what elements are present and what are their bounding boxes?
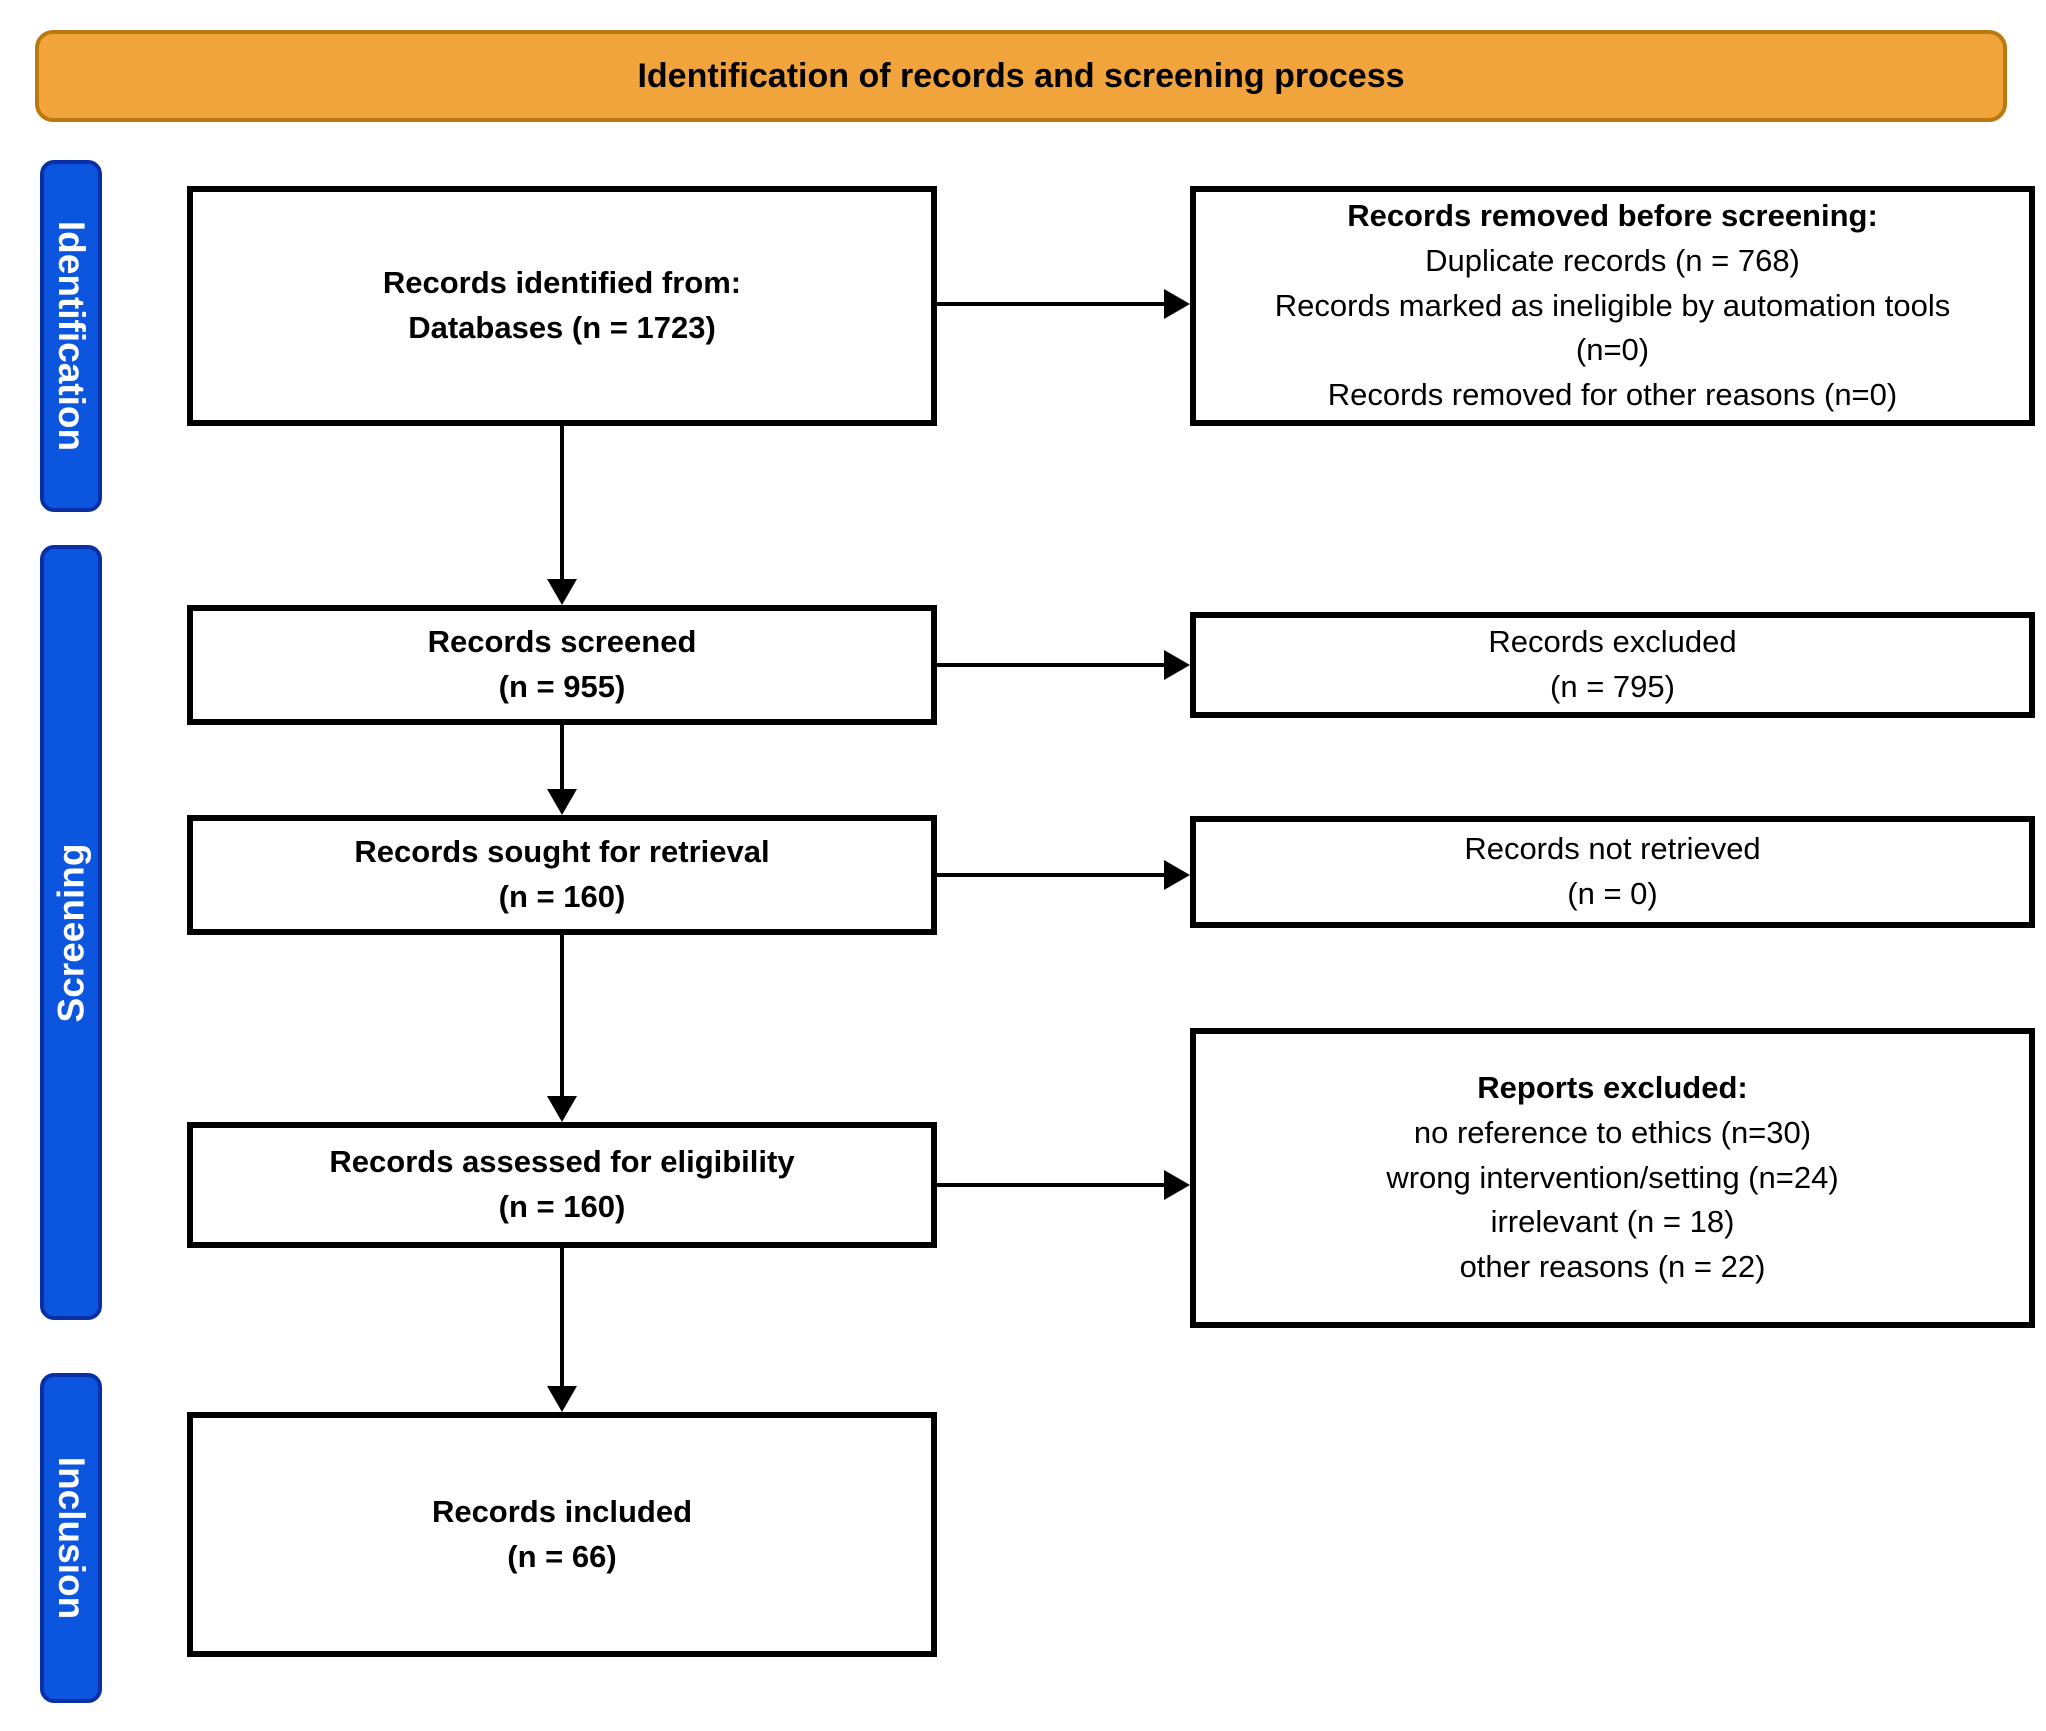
arrow-identified-to-removed-line <box>937 302 1167 306</box>
box-reports-excluded-reason-2: wrong intervention/setting (n=24) <box>1386 1159 1839 1195</box>
stage-bar-inclusion-label: Inclusion <box>51 1456 92 1620</box>
title-banner <box>35 30 2007 122</box>
box-records-not-retrieved-count: (n = 0) <box>1567 876 1658 911</box>
box-records-identified-line: Records identified from: <box>382 265 742 301</box>
box-reports-excluded-title: Reports excluded: <box>1477 1069 1748 1105</box>
box-records-removed-title: Records removed before screening: <box>1347 197 1878 233</box>
box-records-screened-line: Records screened <box>427 624 697 660</box>
box-records-removed <box>1190 186 2035 426</box>
box-records-excluded-line: Records excluded <box>1488 624 1737 660</box>
box-records-identified-count: Databases (n = 1723) <box>408 310 716 345</box>
arrow-screened-to-excluded-head <box>1164 650 1190 680</box>
box-records-not-retrieved <box>1190 816 2035 928</box>
box-records-sought-line: Records sought for retrieval <box>354 834 770 870</box>
box-records-identified <box>187 186 937 426</box>
arrow-assessed-to-included-head <box>547 1386 577 1412</box>
box-records-included-line: Records included <box>431 1493 693 1529</box>
arrow-screened-to-excluded-line <box>937 663 1167 667</box>
arrow-identified-to-screened-head <box>547 579 577 605</box>
arrow-assessed-to-reports-excluded-line <box>937 1183 1167 1187</box>
arrow-sought-to-assessed-head <box>547 1096 577 1122</box>
box-records-screened <box>187 605 937 725</box>
stage-bar-inclusion <box>40 1373 102 1703</box>
box-records-removed-duplicates: Duplicate records (n = 768) <box>1425 242 1800 278</box>
box-records-sought <box>187 815 937 935</box>
stage-bar-screening-label: Screening <box>50 843 91 1022</box>
box-records-included-count: (n = 66) <box>507 1538 617 1574</box>
arrow-sought-to-assessed-line <box>560 935 564 1096</box>
box-reports-excluded-reason-1: no reference to ethics (n=30) <box>1413 1114 1812 1150</box>
box-reports-excluded-reason-3: irrelevant (n = 18) <box>1490 1204 1735 1240</box>
stage-bar-identification-label: Identification <box>51 220 93 452</box>
box-records-screened-count: (n = 955) <box>498 669 626 704</box>
box-reports-excluded-reason-4: other reasons (n = 22) <box>1459 1249 1766 1285</box>
box-records-assessed-count: (n = 160) <box>498 1189 626 1224</box>
arrow-assessed-to-reports-excluded-head <box>1164 1170 1190 1200</box>
box-records-assessed <box>187 1122 937 1248</box>
arrow-sought-to-not-retrieved-head <box>1164 860 1190 890</box>
box-records-sought-count: (n = 160) <box>498 879 626 914</box>
box-records-excluded-count: (n = 795) <box>1550 669 1675 704</box>
box-records-removed-automation-count: (n=0) <box>1575 332 1650 368</box>
arrow-screened-to-sought-head <box>547 789 577 815</box>
stage-bar-identification <box>40 160 102 512</box>
title-banner-label: Identification of records and screening process <box>637 56 1405 95</box>
box-records-assessed-line: Records assessed for eligibility <box>329 1144 795 1180</box>
arrow-identified-to-screened-line <box>560 426 564 579</box>
stage-bar-screening <box>40 545 102 1320</box>
box-reports-excluded <box>1190 1028 2035 1328</box>
arrow-sought-to-not-retrieved-line <box>937 873 1167 877</box>
box-records-removed-other: Records removed for other reasons (n=0) <box>1327 377 1898 413</box>
arrow-assessed-to-included-line <box>560 1248 564 1386</box>
box-records-removed-automation: Records marked as ineligible by automation tools <box>1274 287 1951 323</box>
box-records-excluded <box>1190 612 2035 718</box>
arrow-screened-to-sought-line <box>560 725 564 789</box>
box-records-included <box>187 1412 937 1657</box>
arrow-identified-to-removed-head <box>1164 289 1190 319</box>
box-records-not-retrieved-line: Records not retrieved <box>1464 831 1761 867</box>
